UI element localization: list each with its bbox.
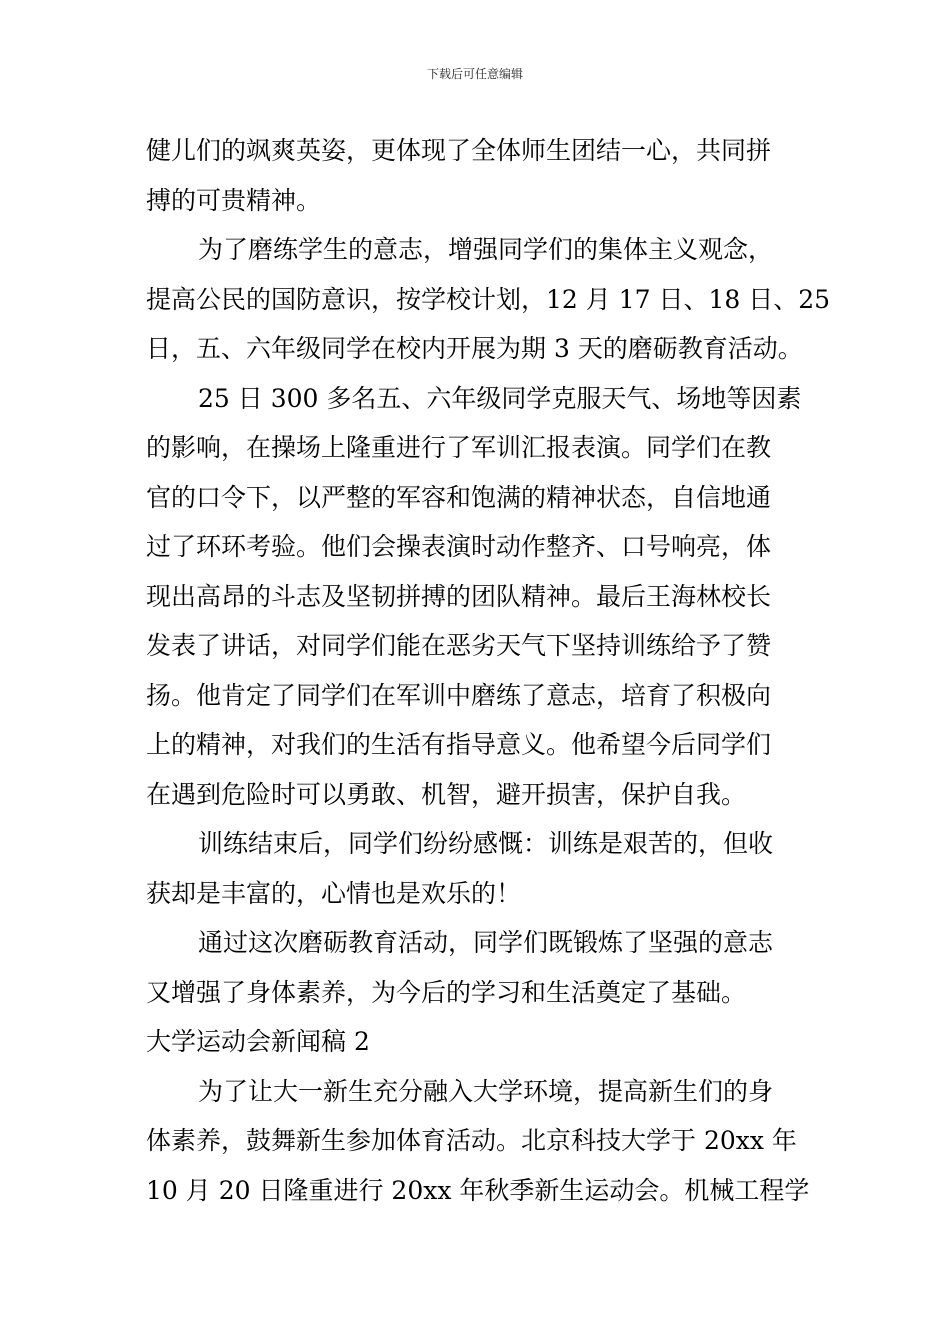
text-line: 的影响，在操场上隆重进行了军训汇报表演。同学们在教 <box>146 433 772 462</box>
text-line: 大学运动会新闻稿 2 <box>146 1027 370 1056</box>
text-line: 日，五、六年级同学在校内开展为期 3 天的磨砺教育活动。 <box>146 334 803 363</box>
text-line: 为了让大一新生充分融入大学环境，提高新生们的身 <box>198 1076 774 1106</box>
text-line: 在遇到危险时可以勇敢、机智，避开损害，保护自我。 <box>146 779 747 809</box>
text-line: 提高公民的国防意识，按学校计划，12 月 17 日、18 日、25 <box>146 284 831 314</box>
text-line: 训练结束后，同学们纷纷感慨：训练是艰苦的，但收 <box>198 829 774 858</box>
text-line: 过了环环考验。他们会操表演时动作整齐、口号响亮，体 <box>146 532 772 561</box>
text-line: 扬。他肯定了同学们在军训中磨练了意志，培育了积极向 <box>146 680 772 710</box>
text-line: 发表了讲话，对同学们能在恶劣天气下坚持训练给予了赞 <box>146 631 772 660</box>
text-line: 通过这次磨砺教育活动，同学们既锻炼了坚强的意志 <box>198 928 774 957</box>
page-header: 下载后可任意编辑 <box>426 67 523 81</box>
text-line: 获却是丰富的，心情也是欢乐的！ <box>146 878 522 908</box>
document-body <box>146 126 831 1215</box>
text-line: 官的口令下，以严整的军容和饱满的精神状态，自信地通 <box>146 482 772 512</box>
text-line: 10 月 20 日隆重进行 20xx 年秋季新生运动会。机械工程学 <box>146 1175 810 1205</box>
text-line: 健儿们的飒爽英姿，更体现了全体师生团结一心，共同拼 <box>146 136 772 165</box>
text-line: 又增强了身体素养，为今后的学习和生活奠定了基础。 <box>146 977 747 1007</box>
text-line: 搏的可贵精神。 <box>146 185 322 215</box>
text-line: 现出高昂的斗志及坚韧拼搏的团队精神。最后王海林校长 <box>146 581 772 611</box>
text-line: 上的精神，对我们的生活有指导意义。他希望今后同学们 <box>146 730 772 759</box>
text-line: 为了磨练学生的意志，增强同学们的集体主义观念， <box>198 235 774 264</box>
text-line: 体素养，鼓舞新生参加体育活动。北京科技大学于 20xx 年 <box>146 1126 797 1155</box>
text-line: 25 日 300 多名五、六年级同学克服天气、场地等因素 <box>198 383 802 413</box>
